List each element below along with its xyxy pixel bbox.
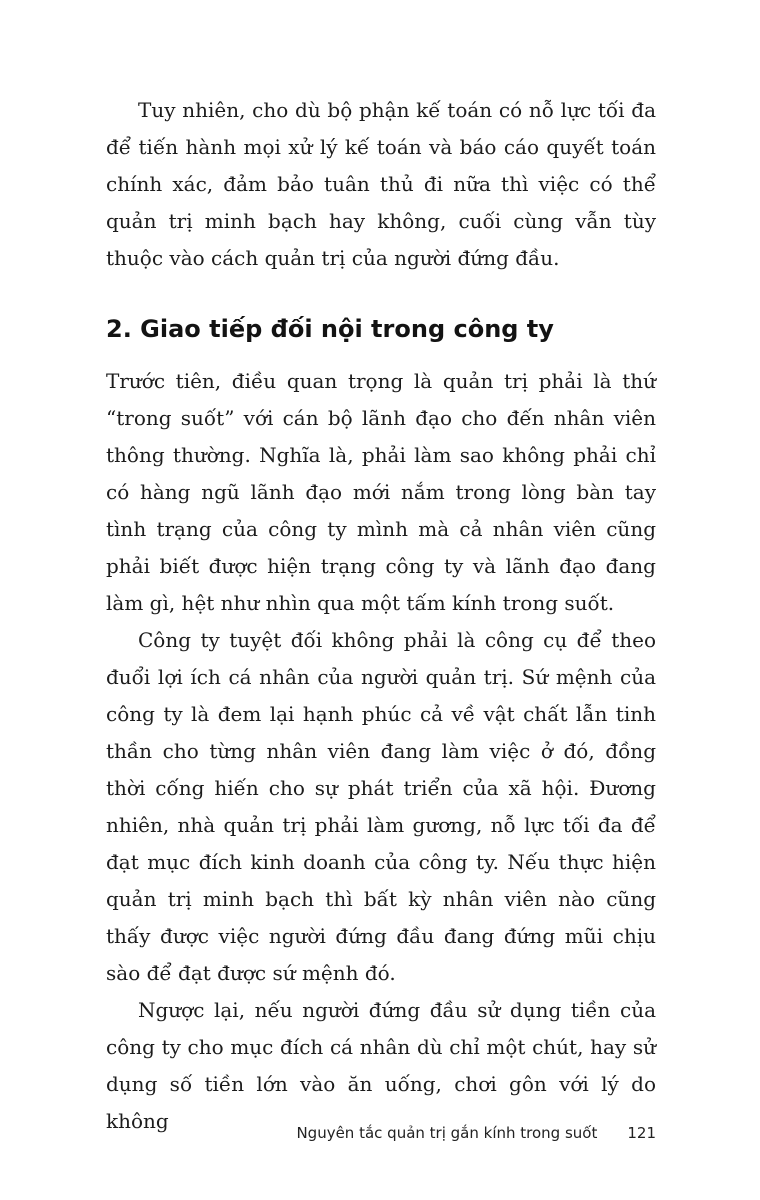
paragraph-2: Trước tiên, điều quan trọng là quản trị phải là thứ “trong suốt” với cán bộ lãnh đạo cho đến nhân viên thông thường. Nghĩa là, phải làm sao không phải chỉ có hàng ngũ lãnh đạo mới nắm trong lòng bàn tay tình trạng của công ty mình mà cả nhân viên cũng phải biết được hiện trạng công ty và lãnh đạo đang làm gì, hệt như nhìn qua một tấm kính trong suốt.	[106, 369, 656, 615]
page-footer	[296, 1124, 656, 1142]
page-number: 121	[627, 1124, 656, 1142]
paragraph-4: Ngược lại, nếu người đứng đầu sử dụng tiền của công ty cho mục đích cá nhân dù chỉ một chút, hay sử dụng số tiền lớn vào ăn uống, chơi gôn với lý do không	[106, 998, 656, 1133]
section-heading: 2. Giao tiếp đối nội trong công ty	[106, 315, 554, 343]
running-title: Nguyên tắc quản trị gắn kính trong suốt	[296, 1124, 598, 1142]
paragraph-3: Công ty tuyệt đối không phải là công cụ để theo đuổi lợi ích cá nhân của người quản trị. Sứ mệnh của công ty là đem lại hạnh phúc cả về vật chất lẫn tinh thần cho từng nhân viên đang làm việc ở đó, đồng thời cống hiến cho sự phát triển của xã hội. Đương nhiên, nhà quản trị phải làm gương, nỗ lực tối đa để đạt mục đích kinh doanh của công ty. Nếu thực hiện quản trị minh bạch thì bất kỳ nhân viên nào cũng thấy được việc người đứng đầu đang đứng mũi chịu sào để đạt được sứ mệnh đó.	[106, 628, 656, 985]
paragraph-1: Tuy nhiên, cho dù bộ phận kế toán có nỗ lực tối đa để tiến hành mọi xử lý kế toán và báo cáo quyết toán chính xác, đảm bảo tuân thủ đi nữa thì việc có thể quản trị minh bạch hay không, cuối cùng vẫn tùy thuộc vào cách quản trị của người đứng đầu.	[106, 98, 656, 270]
page-content	[106, 92, 656, 1140]
